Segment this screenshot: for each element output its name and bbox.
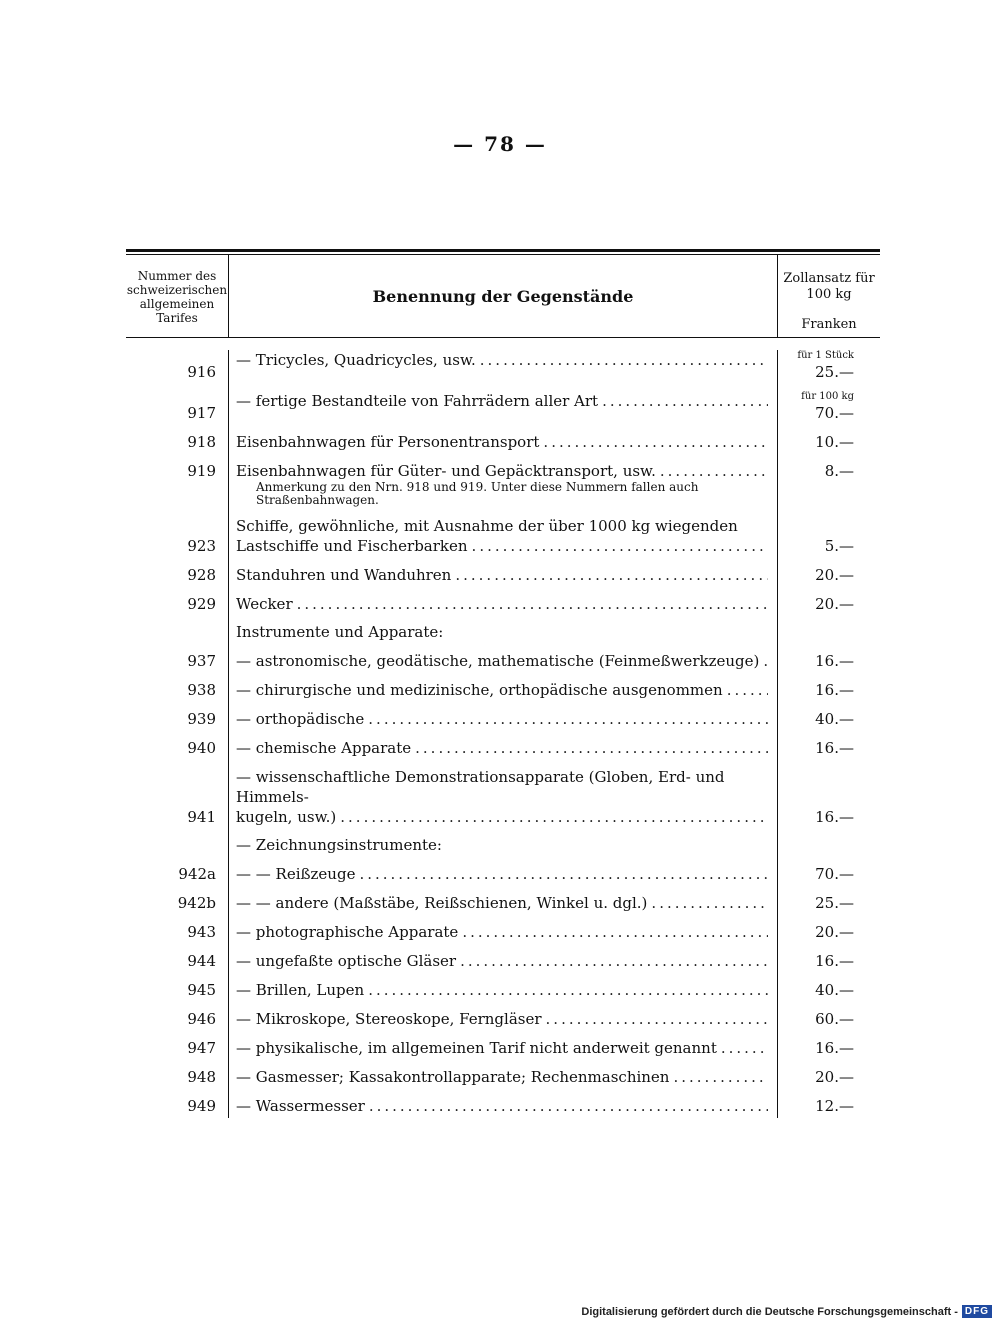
rate-value: 16.— xyxy=(815,681,854,699)
dot-leader xyxy=(359,864,768,884)
duty-rate xyxy=(776,835,880,855)
tariff-number: 929 xyxy=(187,595,216,613)
item-label: — Mikroskope, Stereoskope, Ferngläser xyxy=(236,1010,542,1028)
item-description xyxy=(228,738,776,758)
table-row xyxy=(126,767,880,827)
table-row xyxy=(126,565,880,585)
duty-rate xyxy=(776,594,880,614)
table-subheading-row xyxy=(126,835,880,855)
footer-credit xyxy=(581,1305,992,1318)
header-number-line: Nummer des xyxy=(137,269,217,283)
item-description-line xyxy=(236,350,768,370)
item-description-line: Schiffe, gewöhnliche, mit Ausnahme der über 1000 kg wiegenden xyxy=(236,517,738,535)
dot-leader xyxy=(368,709,768,729)
tariff-number: 940 xyxy=(187,739,216,757)
duty-rate xyxy=(776,709,880,729)
rate-value: 8.— xyxy=(824,462,854,480)
item-description xyxy=(228,680,776,700)
item-description-line xyxy=(236,864,768,884)
header-number-line: schweizerischen xyxy=(126,283,228,297)
rate-value: 16.— xyxy=(815,1039,854,1057)
item-description-line xyxy=(236,391,768,411)
tariff-number: 944 xyxy=(187,952,216,970)
table-subheading-row xyxy=(126,622,880,642)
rate-value: 40.— xyxy=(815,981,854,999)
item-label: — physikalische, im allgemeinen Tarif nicht anderweit genannt xyxy=(236,1039,717,1057)
item-description xyxy=(228,594,776,614)
duty-rate xyxy=(776,651,880,671)
duty-rate xyxy=(776,432,880,452)
rate-value: 16.— xyxy=(815,808,854,826)
item-label: — — andere (Maßstäbe, Reißschienen, Winkel u. dgl.) xyxy=(236,894,648,912)
dot-leader xyxy=(543,432,768,452)
dfg-logo: DFG xyxy=(962,1305,992,1318)
item-description xyxy=(228,709,776,729)
tariff-number: 916 xyxy=(187,363,216,381)
item-description xyxy=(228,922,776,942)
item-description xyxy=(228,767,776,827)
header-rate-line: 100 kg xyxy=(806,287,852,302)
tariff-number: 945 xyxy=(187,981,216,999)
dot-leader xyxy=(415,738,768,758)
dot-leader xyxy=(673,1067,768,1087)
tariff-number: 939 xyxy=(187,710,216,728)
rate-value: 70.— xyxy=(815,404,854,422)
item-label: — astronomische, geodätische, mathematische (Feinmeßwerkzeuge) xyxy=(236,652,760,670)
item-label: — orthopädische xyxy=(236,710,365,728)
dot-leader xyxy=(763,651,768,671)
rate-unit-note: für 1 Stück xyxy=(797,350,854,361)
item-description xyxy=(228,835,776,855)
tariff-number: 919 xyxy=(187,462,216,480)
dot-leader xyxy=(727,680,768,700)
tariff-number: 942a xyxy=(178,865,216,883)
item-label: Wecker xyxy=(236,595,293,613)
item-description-line xyxy=(236,951,768,971)
item-description-line xyxy=(236,1009,768,1029)
dot-leader xyxy=(462,922,768,942)
tariff-number: 938 xyxy=(187,681,216,699)
dot-leader xyxy=(368,980,768,1000)
duty-rate xyxy=(776,1009,880,1029)
duty-rate xyxy=(776,738,880,758)
header-name-label: Benennung der Gegenstände xyxy=(372,286,634,306)
dot-leader xyxy=(721,1038,768,1058)
item-description-line xyxy=(236,709,768,729)
item-description xyxy=(228,980,776,1000)
header-number-column xyxy=(126,255,228,337)
item-description xyxy=(228,651,776,671)
item-label: — ungefaßte optische Gläser xyxy=(236,952,457,970)
rate-value: 16.— xyxy=(815,652,854,670)
tariff-number: 943 xyxy=(187,923,216,941)
rate-value: 12.— xyxy=(815,1097,854,1115)
group-heading: — Zeichnungsinstrumente: xyxy=(236,836,442,854)
item-description-line xyxy=(236,594,768,614)
table-row xyxy=(126,461,880,507)
rate-value: 16.— xyxy=(815,952,854,970)
item-description xyxy=(228,516,776,556)
item-description-line xyxy=(236,922,768,942)
item-description xyxy=(228,1067,776,1087)
table-row xyxy=(126,1009,880,1029)
table-row xyxy=(126,709,880,729)
dot-leader xyxy=(660,461,768,481)
item-description-line xyxy=(236,461,768,481)
duty-rate xyxy=(776,864,880,884)
table-row xyxy=(126,1038,880,1058)
tariff-number: 941 xyxy=(187,808,216,826)
item-description xyxy=(228,622,776,642)
item-description xyxy=(228,1009,776,1029)
table-row xyxy=(126,594,880,614)
rate-value: 40.— xyxy=(815,710,854,728)
tariff-number: 942b xyxy=(177,894,216,912)
item-note: Anmerkung zu den Nrn. 918 und 919. Unter diese Nummern fallen auch Straßenbahnwagen. xyxy=(256,480,699,507)
item-label: kugeln, usw.) xyxy=(236,808,337,826)
tariff-number xyxy=(126,622,228,642)
footer-text: Digitalisierung gefördert durch die Deutsche Forschungsgemeinschaft - xyxy=(581,1305,958,1318)
item-label: — photographische Apparate xyxy=(236,923,459,941)
tariff-table xyxy=(126,249,880,1116)
item-description-line xyxy=(236,807,768,827)
rate-value: 20.— xyxy=(815,923,854,941)
item-label: — Gasmesser; Kassakontrollapparate; Rechenmaschinen xyxy=(236,1068,670,1086)
duty-rate xyxy=(776,461,880,507)
header-rate-column xyxy=(778,255,880,337)
item-description-line xyxy=(236,432,768,452)
item-label: Eisenbahnwagen für Güter- und Gepäcktransport, usw. xyxy=(236,462,656,480)
item-label: Standuhren und Wanduhren xyxy=(236,566,452,584)
tariff-number: 917 xyxy=(187,404,216,422)
duty-rate xyxy=(776,391,880,423)
item-description-line xyxy=(236,680,768,700)
item-label: — — Reißzeuge xyxy=(236,865,356,883)
duty-rate xyxy=(776,516,880,556)
dot-leader xyxy=(480,350,768,370)
duty-rate xyxy=(776,893,880,913)
rate-value: 25.— xyxy=(815,894,854,912)
header-bottom-rule xyxy=(126,337,880,338)
duty-rate xyxy=(776,622,880,642)
rate-value: 20.— xyxy=(815,566,854,584)
dot-leader xyxy=(472,536,768,556)
item-description-line xyxy=(236,980,768,1000)
rate-value: 20.— xyxy=(815,1068,854,1086)
table-row xyxy=(126,432,880,452)
dot-leader xyxy=(297,594,768,614)
tariff-number: 947 xyxy=(187,1039,216,1057)
table-row xyxy=(126,864,880,884)
tariff-number: 918 xyxy=(187,433,216,451)
duty-rate xyxy=(776,951,880,971)
rate-unit-note: für 100 kg xyxy=(801,391,854,402)
item-label: Lastschiffe und Fischerbarken xyxy=(236,537,468,555)
item-description xyxy=(228,864,776,884)
dot-leader xyxy=(546,1009,768,1029)
header-number-line: allgemeinen xyxy=(139,297,215,311)
item-description-line xyxy=(236,738,768,758)
item-label: — Brillen, Lupen xyxy=(236,981,365,999)
item-description-line xyxy=(236,565,768,585)
table-row xyxy=(126,516,880,556)
item-description-line xyxy=(236,1067,768,1087)
table-row xyxy=(126,1096,880,1116)
table-row xyxy=(126,738,880,758)
item-label: — chemische Apparate xyxy=(236,739,412,757)
dot-leader xyxy=(340,807,768,827)
table-row xyxy=(126,350,880,382)
tariff-number: 928 xyxy=(187,566,216,584)
item-description-line xyxy=(236,1038,768,1058)
item-label: — Tricycles, Quadricycles, usw. xyxy=(236,351,476,369)
tariff-number xyxy=(126,835,228,855)
table-row xyxy=(126,391,880,423)
item-description-line xyxy=(236,1096,768,1116)
duty-rate xyxy=(776,1096,880,1116)
header-rate-line: Zollansatz für xyxy=(783,271,875,286)
item-description xyxy=(228,461,776,507)
table-row xyxy=(126,1067,880,1087)
duty-rate xyxy=(776,922,880,942)
item-description xyxy=(228,893,776,913)
item-label: — Wassermesser xyxy=(236,1097,365,1115)
item-description xyxy=(228,951,776,971)
header-number-line: Tarifes xyxy=(156,311,198,325)
table-header xyxy=(126,255,880,337)
table-row xyxy=(126,980,880,1000)
duty-rate xyxy=(776,1067,880,1087)
item-description xyxy=(228,350,776,382)
duty-rate xyxy=(776,767,880,827)
duty-rate xyxy=(776,565,880,585)
item-description-line: — wissenschaftliche Demonstrationsapparate (Globen, Erd- und Himmels- xyxy=(236,768,725,806)
tariff-number: 923 xyxy=(187,537,216,555)
table-top-rule xyxy=(126,249,880,252)
item-description xyxy=(228,391,776,423)
dot-leader xyxy=(460,951,768,971)
rate-value: 70.— xyxy=(815,865,854,883)
duty-rate xyxy=(776,680,880,700)
duty-rate xyxy=(776,350,880,382)
page-number: — 78 — xyxy=(453,132,547,156)
item-description xyxy=(228,565,776,585)
table-row xyxy=(126,951,880,971)
dot-leader xyxy=(455,565,768,585)
tariff-number: 948 xyxy=(187,1068,216,1086)
rate-value: 5.— xyxy=(824,537,854,555)
table-row xyxy=(126,651,880,671)
table-row xyxy=(126,680,880,700)
duty-rate xyxy=(776,1038,880,1058)
header-rate-unit: Franken xyxy=(801,317,857,332)
item-description xyxy=(228,432,776,452)
item-label: Eisenbahnwagen für Personentransport xyxy=(236,433,540,451)
dot-leader xyxy=(651,893,768,913)
rate-value: 16.— xyxy=(815,739,854,757)
rate-value: 10.— xyxy=(815,433,854,451)
table-row xyxy=(126,922,880,942)
dot-leader xyxy=(602,391,768,411)
item-description xyxy=(228,1096,776,1116)
item-label: — fertige Bestandteile von Fahrrädern aller Art xyxy=(236,392,599,410)
rate-value: 20.— xyxy=(815,595,854,613)
tariff-number: 937 xyxy=(187,652,216,670)
item-label: — chirurgische und medizinische, orthopädische ausgenommen xyxy=(236,681,723,699)
tariff-number: 949 xyxy=(187,1097,216,1115)
dot-leader xyxy=(369,1096,768,1116)
item-description xyxy=(228,1038,776,1058)
table-body xyxy=(126,350,880,1116)
table-row xyxy=(126,893,880,913)
rate-value: 60.— xyxy=(815,1010,854,1028)
duty-rate xyxy=(776,980,880,1000)
item-description-line xyxy=(236,536,768,556)
tariff-number: 946 xyxy=(187,1010,216,1028)
item-description-line xyxy=(236,893,768,913)
group-heading: Instrumente und Apparate: xyxy=(236,623,444,641)
rate-value: 25.— xyxy=(815,363,854,381)
item-description-line xyxy=(236,651,768,671)
header-name-column xyxy=(228,255,778,337)
